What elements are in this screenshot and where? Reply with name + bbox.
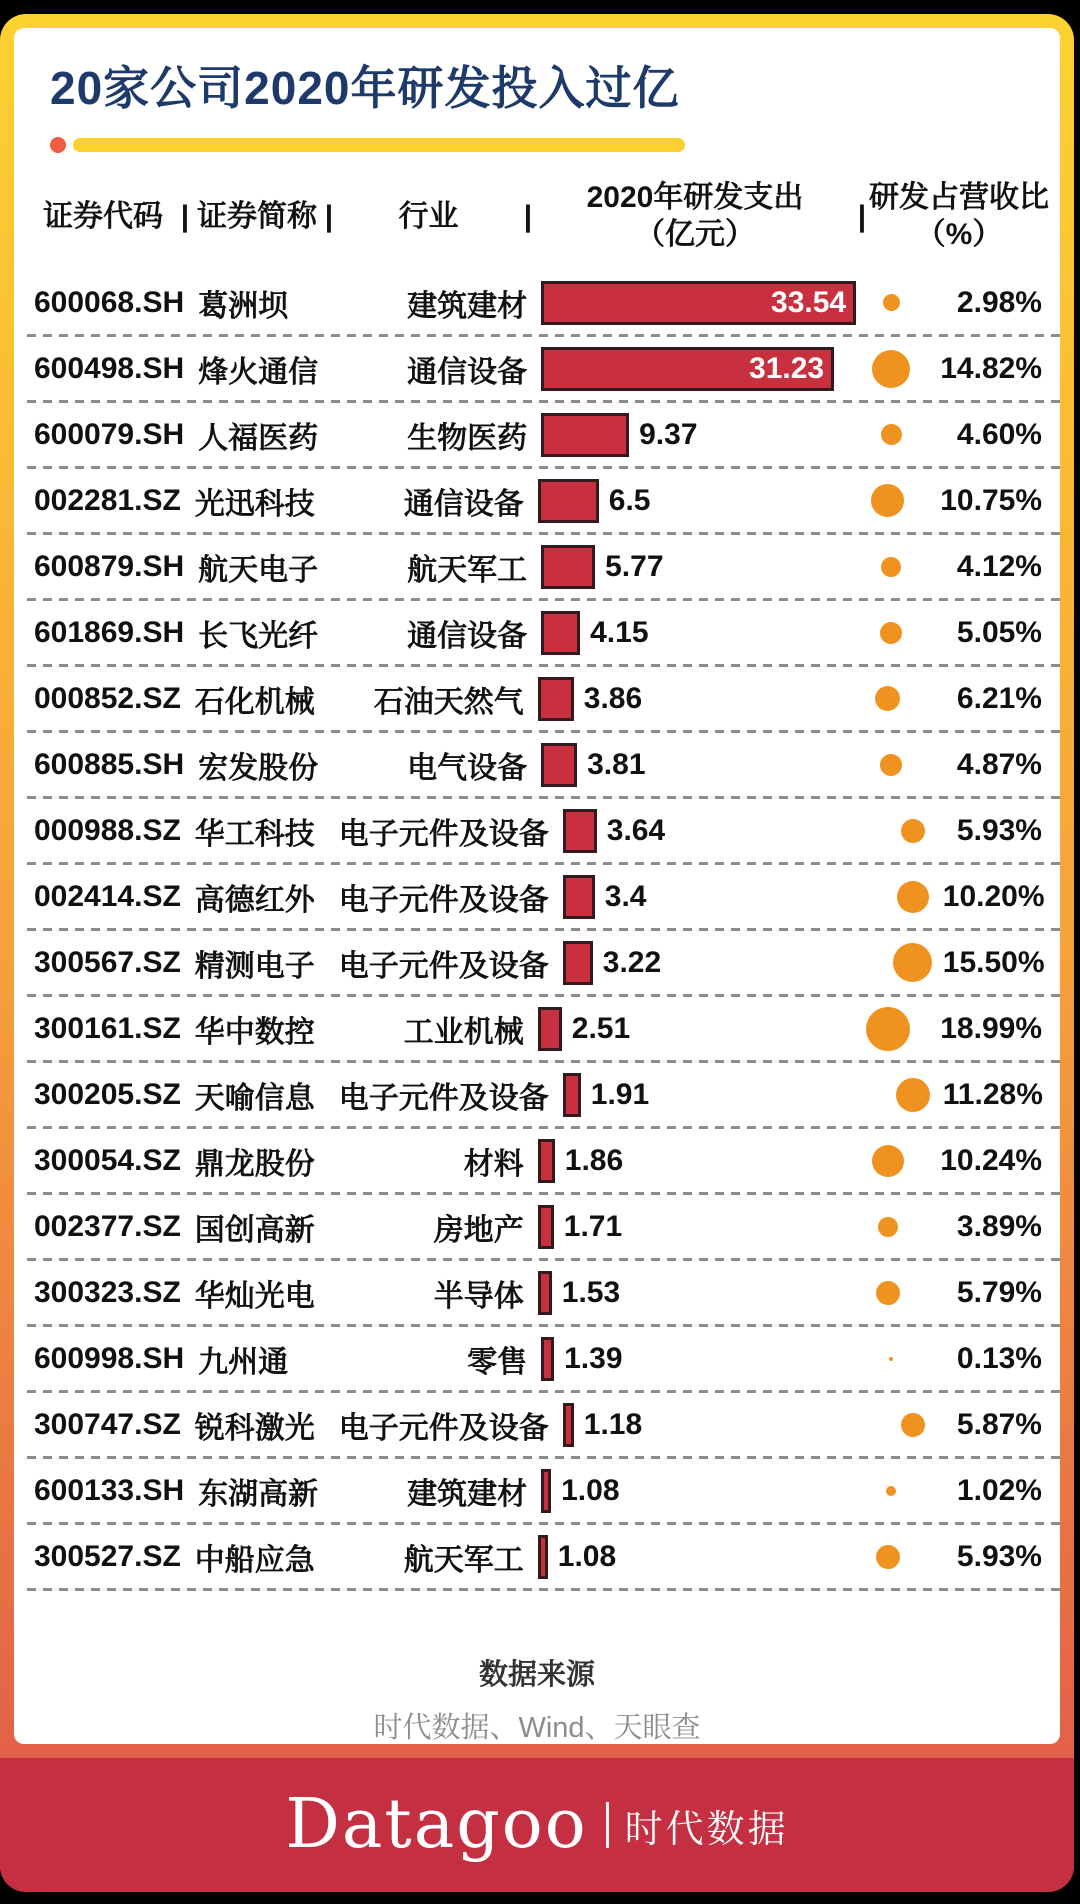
header-ratio-line2: （%） bbox=[915, 218, 1003, 252]
stock-name: 华中数控 bbox=[194, 1015, 315, 1049]
ratio-value: 4.87% bbox=[956, 747, 1042, 781]
industry: 电子元件及设备 bbox=[338, 817, 549, 851]
header-spend-line1: 2020年研发支出 bbox=[586, 180, 804, 214]
accent-underline bbox=[73, 138, 685, 152]
title-underline bbox=[50, 137, 1060, 153]
spend-bar bbox=[541, 611, 580, 655]
ratio-value: 11.28% bbox=[942, 1077, 1043, 1111]
header-separator: | bbox=[180, 199, 190, 233]
spend-value: 3.86 bbox=[583, 681, 643, 715]
header-name: 证券简称 bbox=[197, 199, 317, 233]
stock-name: 天喻信息 bbox=[194, 1081, 315, 1115]
ratio-value: 5.79% bbox=[956, 1275, 1042, 1309]
ratio-cell bbox=[858, 996, 1042, 1062]
spend-bar-cell bbox=[563, 864, 883, 930]
stock-code: 600133.SH bbox=[34, 1473, 185, 1507]
stock-code: 000852.SZ bbox=[34, 681, 181, 715]
stock-name: 中船应急 bbox=[194, 1543, 315, 1577]
stock-code: 600068.SH bbox=[34, 285, 185, 319]
industry: 通信设备 bbox=[407, 355, 528, 389]
spend-value: 1.53 bbox=[561, 1275, 621, 1309]
stock-code: 600879.SH bbox=[34, 549, 185, 583]
table-row bbox=[28, 468, 1042, 534]
stock-name: 烽火通信 bbox=[198, 355, 319, 389]
ratio-value: 4.60% bbox=[956, 417, 1042, 451]
ratio-dot-icon bbox=[881, 557, 901, 577]
stock-code: 601869.SH bbox=[34, 615, 185, 649]
spend-bar-cell bbox=[538, 666, 858, 732]
spend-value: 3.64 bbox=[606, 813, 666, 847]
ratio-dot-icon bbox=[889, 1357, 893, 1361]
brand-banner bbox=[0, 1758, 1074, 1892]
table-row bbox=[28, 1194, 1042, 1260]
spend-bar bbox=[541, 1469, 551, 1513]
spend-bar-cell bbox=[541, 732, 861, 798]
ratio-value: 4.12% bbox=[956, 549, 1042, 583]
spend-value: 1.18 bbox=[583, 1407, 643, 1441]
spend-bar bbox=[563, 941, 593, 985]
stock-name: 长飞光纤 bbox=[198, 619, 319, 653]
ratio-cell bbox=[861, 600, 1042, 666]
ratio-dot-icon bbox=[886, 1486, 896, 1496]
industry: 电子元件及设备 bbox=[338, 1081, 549, 1115]
ratio-cell bbox=[861, 1326, 1042, 1392]
stock-name: 人福医药 bbox=[198, 421, 319, 455]
table-row bbox=[28, 1062, 1042, 1128]
spend-value: 1.39 bbox=[564, 1341, 623, 1375]
header-separator: | bbox=[523, 199, 533, 233]
ratio-dot-icon bbox=[893, 943, 932, 982]
ratio-value: 2.98% bbox=[956, 285, 1042, 319]
spend-bar bbox=[538, 1139, 555, 1183]
industry: 航天军工 bbox=[407, 553, 528, 587]
table-row bbox=[28, 996, 1042, 1062]
datagoo-logo: Datagoo bbox=[285, 1785, 588, 1864]
spend-bar-cell bbox=[563, 930, 883, 996]
table-row bbox=[28, 1392, 1042, 1458]
table-row bbox=[28, 1524, 1042, 1590]
industry: 建筑建材 bbox=[407, 1477, 528, 1511]
infographic-card bbox=[0, 14, 1074, 1892]
spend-bar-cell bbox=[541, 534, 861, 600]
spend-bar-cell bbox=[563, 1392, 883, 1458]
table-row bbox=[28, 1128, 1042, 1194]
content-area bbox=[14, 28, 1060, 1744]
industry: 电子元件及设备 bbox=[338, 883, 549, 917]
table-row bbox=[28, 1458, 1042, 1524]
ratio-dot-icon bbox=[866, 1007, 910, 1051]
industry: 房地产 bbox=[433, 1213, 524, 1247]
table-row bbox=[28, 666, 1042, 732]
ratio-dot-icon bbox=[901, 819, 925, 843]
stock-code: 002414.SZ bbox=[34, 879, 181, 913]
stock-code: 002281.SZ bbox=[34, 483, 181, 517]
spend-bar-cell bbox=[538, 1524, 858, 1590]
header-ratio bbox=[869, 179, 1049, 254]
spend-bar-cell bbox=[541, 600, 861, 666]
stock-code: 300747.SZ bbox=[34, 1407, 181, 1441]
spend-value: 5.77 bbox=[605, 549, 664, 583]
stock-name: 九州通 bbox=[198, 1345, 289, 1379]
industry: 工业机械 bbox=[403, 1015, 524, 1049]
ratio-dot-icon bbox=[883, 294, 900, 311]
ratio-cell bbox=[861, 732, 1042, 798]
header-industry: 行业 bbox=[398, 199, 459, 233]
stock-code: 300527.SZ bbox=[34, 1539, 181, 1573]
industry: 石油天然气 bbox=[373, 685, 524, 719]
spend-bar bbox=[541, 743, 577, 787]
accent-dot-icon bbox=[50, 137, 66, 153]
spend-bar-cell bbox=[541, 270, 861, 336]
stock-name: 光迅科技 bbox=[194, 487, 315, 521]
industry: 材料 bbox=[463, 1147, 524, 1181]
header-separator: | bbox=[324, 199, 334, 233]
spend-value: 2.51 bbox=[571, 1011, 631, 1045]
industry: 零售 bbox=[467, 1345, 528, 1379]
header-separator: | bbox=[857, 199, 867, 233]
stock-code: 600885.SH bbox=[34, 747, 185, 781]
ratio-dot-icon bbox=[872, 1145, 904, 1177]
table-row bbox=[28, 732, 1042, 798]
stock-name: 精测电子 bbox=[194, 949, 315, 983]
ratio-dot-icon bbox=[876, 1545, 900, 1569]
stock-code: 300205.SZ bbox=[34, 1077, 181, 1111]
industry: 生物医药 bbox=[407, 421, 528, 455]
table-row bbox=[28, 1326, 1042, 1392]
table-row bbox=[28, 270, 1042, 336]
spend-value: 4.15 bbox=[590, 615, 649, 649]
stock-name: 锐科激光 bbox=[194, 1411, 315, 1445]
stock-name: 宏发股份 bbox=[198, 751, 319, 785]
ratio-cell bbox=[858, 666, 1042, 732]
ratio-cell bbox=[883, 930, 1045, 996]
ratio-dot-icon bbox=[881, 424, 902, 445]
ratio-value: 10.75% bbox=[940, 483, 1042, 517]
ratio-cell bbox=[861, 1458, 1042, 1524]
spend-bar bbox=[538, 677, 574, 721]
table-row bbox=[28, 930, 1045, 996]
header-ratio-line1: 研发占营收比 bbox=[869, 180, 1049, 214]
source-line: 时代数据、Wind、天眼查 bbox=[373, 1711, 701, 1744]
stock-name: 华灿光电 bbox=[194, 1279, 315, 1313]
stock-code: 600998.SH bbox=[34, 1341, 185, 1375]
stock-code: 002377.SZ bbox=[34, 1209, 181, 1243]
industry: 电子元件及设备 bbox=[338, 949, 549, 983]
spend-bar-cell bbox=[563, 798, 883, 864]
source-title: 数据来源 bbox=[478, 1658, 595, 1691]
spend-value: 3.4 bbox=[604, 879, 647, 913]
ratio-value: 3.89% bbox=[956, 1209, 1042, 1243]
spend-bar bbox=[538, 1271, 552, 1315]
ratio-value: 10.24% bbox=[940, 1143, 1042, 1177]
table-row bbox=[28, 534, 1042, 600]
ratio-cell bbox=[883, 798, 1042, 864]
spend-bar-cell bbox=[541, 336, 861, 402]
gradient-frame bbox=[0, 14, 1074, 1758]
spend-bar-cell bbox=[563, 1062, 883, 1128]
industry: 通信设备 bbox=[403, 487, 524, 521]
stock-code: 300567.SZ bbox=[34, 945, 181, 979]
industry: 通信设备 bbox=[407, 619, 528, 653]
table-row bbox=[28, 1260, 1042, 1326]
data-source-block bbox=[14, 1652, 1060, 1744]
industry: 电子元件及设备 bbox=[338, 1411, 549, 1445]
spend-bar bbox=[541, 413, 629, 457]
ratio-cell bbox=[883, 1062, 1043, 1128]
table-header bbox=[28, 179, 1049, 270]
spend-bar bbox=[538, 1205, 554, 1249]
stock-name: 国创高新 bbox=[194, 1213, 315, 1247]
company-table bbox=[28, 179, 1049, 1590]
spend-bar bbox=[538, 1007, 562, 1051]
spend-value: 33.54 bbox=[771, 285, 847, 319]
ratio-cell bbox=[861, 534, 1042, 600]
ratio-dot-icon bbox=[871, 484, 904, 517]
ratio-value: 0.13% bbox=[956, 1341, 1042, 1375]
ratio-value: 6.21% bbox=[956, 681, 1042, 715]
ratio-value: 5.93% bbox=[956, 813, 1042, 847]
stock-code: 600079.SH bbox=[34, 417, 185, 451]
stock-name: 葛洲坝 bbox=[198, 289, 289, 323]
spend-value: 1.71 bbox=[563, 1209, 623, 1243]
spend-bar bbox=[538, 479, 599, 523]
industry: 航天军工 bbox=[403, 1543, 524, 1577]
ratio-value: 15.50% bbox=[942, 945, 1045, 979]
spend-bar-cell bbox=[538, 996, 858, 1062]
table-body bbox=[28, 270, 1045, 1590]
spend-value: 3.22 bbox=[602, 945, 662, 979]
ratio-dot-icon bbox=[897, 881, 929, 913]
spend-value: 1.91 bbox=[590, 1077, 650, 1111]
page-title: 20家公司2020年研发投入过亿 bbox=[50, 62, 680, 114]
table-row bbox=[28, 864, 1045, 930]
ratio-cell bbox=[858, 468, 1042, 534]
header-spend bbox=[535, 179, 855, 254]
table-row bbox=[28, 336, 1042, 402]
stock-name: 鼎龙股份 bbox=[194, 1147, 315, 1181]
stock-code: 300054.SZ bbox=[34, 1143, 181, 1177]
table-row bbox=[28, 798, 1042, 864]
spend-bar bbox=[541, 1337, 554, 1381]
ratio-value: 5.87% bbox=[956, 1407, 1042, 1441]
ratio-dot-icon bbox=[880, 622, 902, 644]
industry: 半导体 bbox=[433, 1279, 524, 1313]
spend-bar-cell bbox=[538, 468, 858, 534]
ratio-cell bbox=[883, 1392, 1042, 1458]
spend-bar bbox=[563, 809, 597, 853]
table-row bbox=[28, 402, 1042, 468]
spend-bar-cell bbox=[541, 1326, 861, 1392]
spend-bar-cell bbox=[538, 1194, 858, 1260]
stock-code: 300161.SZ bbox=[34, 1011, 181, 1045]
ratio-cell bbox=[858, 1194, 1042, 1260]
spend-value: 1.86 bbox=[564, 1143, 624, 1177]
stock-code: 000988.SZ bbox=[34, 813, 181, 847]
spend-bar-cell bbox=[538, 1260, 858, 1326]
industry: 建筑建材 bbox=[407, 289, 528, 323]
ratio-cell bbox=[861, 336, 1042, 402]
spend-bar bbox=[541, 545, 595, 589]
ratio-value: 5.93% bbox=[956, 1539, 1042, 1573]
ratio-dot-icon bbox=[872, 350, 910, 388]
header-code: 证券代码 bbox=[43, 199, 163, 233]
ratio-cell bbox=[861, 402, 1042, 468]
table-row bbox=[28, 600, 1042, 666]
industry: 电气设备 bbox=[407, 751, 528, 785]
ratio-value: 18.99% bbox=[940, 1011, 1042, 1045]
ratio-dot-icon bbox=[880, 754, 902, 776]
spend-bar bbox=[563, 1403, 574, 1447]
spend-bar bbox=[563, 1073, 581, 1117]
spend-bar-cell bbox=[538, 1128, 858, 1194]
ratio-dot-icon bbox=[876, 1281, 900, 1305]
ratio-dot-icon bbox=[896, 1078, 930, 1112]
stock-name: 华工科技 bbox=[194, 817, 315, 851]
ratio-cell bbox=[861, 270, 1042, 336]
spend-bar-cell bbox=[541, 402, 861, 468]
ratio-value: 10.20% bbox=[942, 879, 1045, 913]
ratio-cell bbox=[858, 1128, 1042, 1194]
logo-divider bbox=[606, 1802, 609, 1848]
ratio-value: 1.02% bbox=[956, 1473, 1042, 1507]
ratio-value: 5.05% bbox=[956, 615, 1042, 649]
ratio-cell bbox=[858, 1524, 1042, 1590]
spend-bar bbox=[563, 875, 595, 919]
spend-value: 1.08 bbox=[557, 1539, 617, 1573]
ratio-dot-icon bbox=[875, 686, 900, 711]
spend-value: 6.5 bbox=[608, 483, 651, 517]
spend-value: 3.81 bbox=[587, 747, 646, 781]
header-spend-line2: （亿元） bbox=[635, 218, 755, 252]
stock-code: 300323.SZ bbox=[34, 1275, 181, 1309]
spend-bar bbox=[538, 1535, 548, 1579]
ratio-dot-icon bbox=[901, 1413, 925, 1437]
ratio-cell bbox=[883, 864, 1045, 930]
spend-value: 1.08 bbox=[561, 1473, 620, 1507]
spend-value: 31.23 bbox=[749, 351, 825, 385]
stock-name: 航天电子 bbox=[198, 553, 319, 587]
stock-code: 600498.SH bbox=[34, 351, 185, 385]
brand-name-cn: 时代数据 bbox=[624, 1808, 789, 1851]
ratio-cell bbox=[858, 1260, 1042, 1326]
spend-bar-cell bbox=[541, 1458, 861, 1524]
ratio-dot-icon bbox=[878, 1217, 898, 1237]
stock-name: 东湖高新 bbox=[198, 1477, 319, 1511]
stock-name: 石化机械 bbox=[194, 685, 315, 719]
stock-name: 高德红外 bbox=[194, 883, 315, 917]
ratio-value: 14.82% bbox=[940, 351, 1042, 385]
spend-value: 9.37 bbox=[639, 417, 698, 451]
